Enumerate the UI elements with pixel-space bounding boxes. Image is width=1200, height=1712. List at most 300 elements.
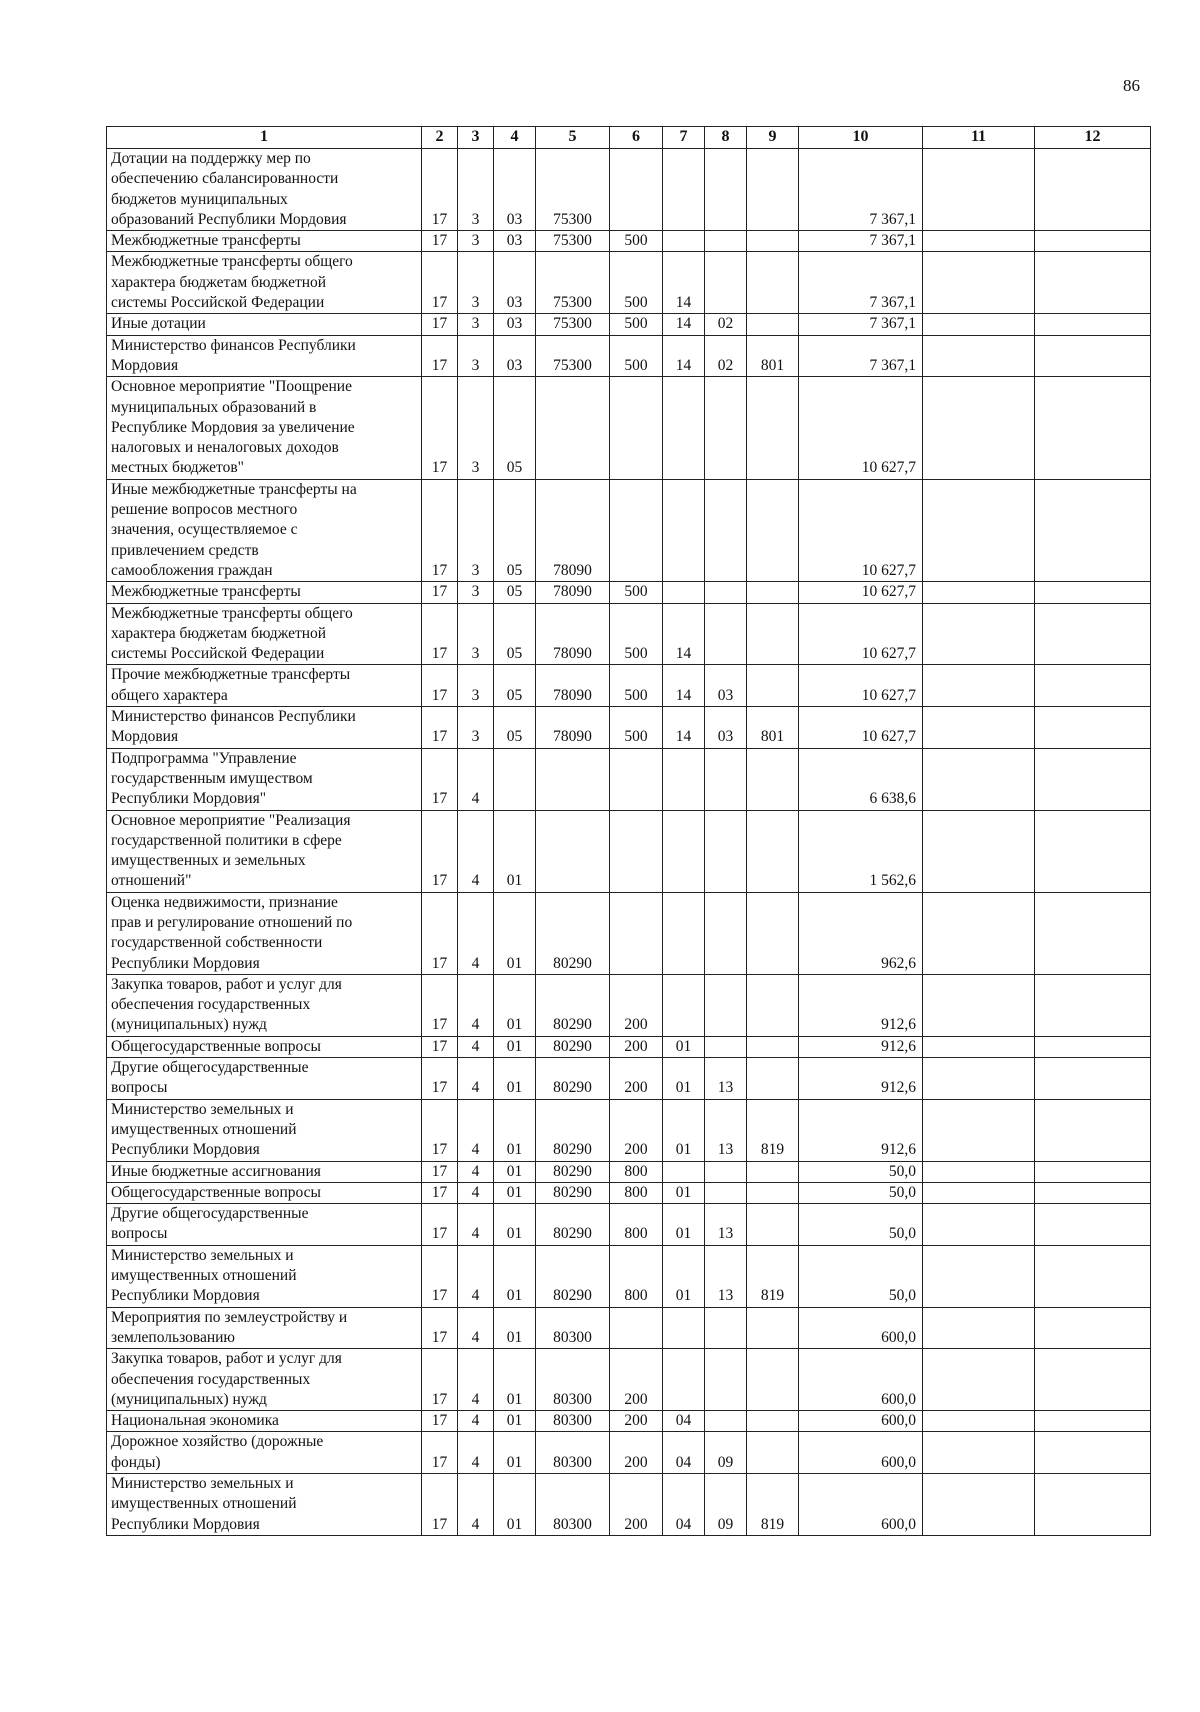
cell-col-6: 500 [610,252,663,314]
row-name-line: характера бюджетам бюджетной [111,624,327,642]
cell-col-7 [663,1161,705,1182]
cell-col-2: 17 [422,1182,458,1203]
cell-col-2: 17 [422,231,458,252]
cell-col-7: 01 [663,1058,705,1100]
row-name-line: государственной собственности [111,934,323,952]
cell-col-6: 500 [610,335,663,377]
cell-col-4: 03 [494,314,536,335]
row-name-line: Республики Мордовия" [111,790,267,808]
cell-col-3: 4 [458,1099,494,1161]
cell-col-4: 05 [494,377,536,479]
cell-col-3: 4 [458,1245,494,1307]
table-row [107,974,1151,1036]
row-name-line: Общегосударственные вопросы [111,1037,321,1055]
cell-col-6 [610,1307,663,1349]
cell-col-2: 17 [422,1099,458,1161]
cell-col-7: 14 [663,603,705,665]
row-name [107,149,422,231]
cell-col-10: 7 367,1 [799,252,923,314]
cell-col-9 [747,1307,799,1349]
table-row [107,665,1151,707]
cell-col-11 [923,231,1035,252]
column-header-8: 8 [705,127,747,149]
cell-col-10: 10 627,7 [799,479,923,581]
cell-col-7 [663,582,705,603]
row-name-line: Республики Мордовия [111,1515,260,1533]
cell-col-3: 3 [458,479,494,581]
cell-col-7 [663,810,705,892]
cell-col-8: 03 [705,665,747,707]
cell-col-12 [1035,1432,1151,1474]
cell-col-6 [610,149,663,231]
cell-col-11 [923,335,1035,377]
row-name-line: Республики Мордовия [111,1141,260,1159]
cell-col-9 [747,603,799,665]
row-name-line: землепользованию [111,1328,236,1346]
table-row [107,314,1151,335]
cell-col-8: 09 [705,1432,747,1474]
cell-col-8 [705,603,747,665]
cell-col-6: 500 [610,582,663,603]
row-name-line: Министерство земельных и [111,1475,294,1492]
row-name-line: вопросы [111,1079,168,1097]
cell-col-9 [747,1058,799,1100]
cell-col-7: 04 [663,1432,705,1474]
row-name-line: системы Российской Федерации [111,294,325,312]
row-name-line: обеспечения государственных [111,996,311,1014]
cell-col-12 [1035,974,1151,1036]
cell-col-7 [663,892,705,974]
cell-col-12 [1035,231,1151,252]
cell-col-3: 4 [458,1474,494,1536]
cell-col-9 [747,1182,799,1203]
cell-col-8 [705,377,747,479]
cell-col-7: 01 [663,1099,705,1161]
row-name [107,1432,422,1474]
cell-col-12 [1035,1036,1151,1057]
cell-col-6 [610,892,663,974]
cell-col-6: 200 [610,974,663,1036]
cell-col-5: 78090 [536,603,610,665]
cell-col-6: 800 [610,1204,663,1246]
cell-col-9 [747,1036,799,1057]
cell-col-2: 17 [422,748,458,810]
cell-col-6: 500 [610,314,663,335]
row-name-line: Закупка товаров, работ и услуг для [111,1350,342,1368]
cell-col-11 [923,1245,1035,1307]
cell-col-8 [705,582,747,603]
cell-col-4: 01 [494,1036,536,1057]
cell-col-5: 78090 [536,582,610,603]
cell-col-10: 600,0 [799,1349,923,1411]
cell-col-10: 10 627,7 [799,603,923,665]
cell-col-5 [536,748,610,810]
table-row [107,1411,1151,1432]
cell-col-8: 09 [705,1474,747,1536]
row-name-line: Министерство финансов Республики [111,708,356,726]
cell-col-10: 600,0 [799,1474,923,1536]
cell-col-8 [705,479,747,581]
cell-col-10: 912,6 [799,974,923,1036]
cell-col-2: 17 [422,1245,458,1307]
cell-col-7: 14 [663,314,705,335]
cell-col-10: 7 367,1 [799,335,923,377]
cell-col-4: 01 [494,1307,536,1349]
cell-col-7 [663,377,705,479]
row-name-line: бюджетов муниципальных [111,190,288,208]
cell-col-8 [705,974,747,1036]
cell-col-6: 200 [610,1099,663,1161]
cell-col-2: 17 [422,1307,458,1349]
cell-col-7 [663,149,705,231]
table-row [107,1036,1151,1057]
cell-col-7 [663,974,705,1036]
row-name-line: Межбюджетные трансферты [111,232,301,250]
cell-col-3: 3 [458,314,494,335]
cell-col-10: 600,0 [799,1307,923,1349]
row-name [107,1161,422,1182]
cell-col-11 [923,582,1035,603]
cell-col-10: 6 638,6 [799,748,923,810]
cell-col-10: 10 627,7 [799,707,923,749]
row-name-line: Прочие межбюджетные трансферты [111,666,351,684]
cell-col-7: 01 [663,1204,705,1246]
cell-col-6: 200 [610,1432,663,1474]
cell-col-6 [610,377,663,479]
cell-col-10: 600,0 [799,1411,923,1432]
cell-col-2: 17 [422,1432,458,1474]
cell-col-10: 7 367,1 [799,314,923,335]
column-header-9: 9 [747,127,799,149]
row-name-line: Межбюджетные трансферты общего [111,604,353,622]
cell-col-10: 7 367,1 [799,149,923,231]
table-row [107,1204,1151,1246]
row-name-line: Мордовия [111,356,179,374]
cell-col-6: 200 [610,1411,663,1432]
cell-col-10: 1 562,6 [799,810,923,892]
row-name [107,707,422,749]
cell-col-10: 50,0 [799,1204,923,1246]
cell-col-4 [494,748,536,810]
cell-col-4: 01 [494,1182,536,1203]
cell-col-11 [923,1161,1035,1182]
cell-col-5: 78090 [536,707,610,749]
cell-col-3: 4 [458,1058,494,1100]
row-name-line: Иные дотации [111,315,206,333]
row-name [107,1204,422,1246]
cell-col-4: 01 [494,1349,536,1411]
column-header-6: 6 [610,127,663,149]
cell-col-5: 75300 [536,314,610,335]
cell-col-8 [705,149,747,231]
row-name [107,314,422,335]
table-row [107,1474,1151,1536]
cell-col-3: 3 [458,335,494,377]
cell-col-9 [747,314,799,335]
row-name [107,1058,422,1100]
cell-col-12 [1035,748,1151,810]
cell-col-4: 01 [494,892,536,974]
cell-col-9 [747,149,799,231]
cell-col-7: 14 [663,335,705,377]
cell-col-5: 80290 [536,1036,610,1057]
row-name-line: Межбюджетные трансферты общего [111,253,353,271]
row-name-line: вопросы [111,1225,168,1243]
cell-col-4: 01 [494,1099,536,1161]
cell-col-12 [1035,1182,1151,1203]
cell-col-3: 4 [458,1036,494,1057]
cell-col-6: 500 [610,707,663,749]
cell-col-2: 17 [422,335,458,377]
row-name-line: общего характера [111,686,228,704]
column-header-12: 12 [1035,127,1151,149]
row-name-line: системы Российской Федерации [111,645,325,663]
cell-col-3: 4 [458,892,494,974]
cell-col-12 [1035,1204,1151,1246]
cell-col-8 [705,231,747,252]
cell-col-9 [747,377,799,479]
row-name [107,335,422,377]
row-name-line: государственной политики в сфере [111,831,342,849]
row-name [107,1036,422,1057]
cell-col-2: 17 [422,1058,458,1100]
cell-col-9 [747,1161,799,1182]
table-row [107,149,1151,231]
column-header-3: 3 [458,127,494,149]
row-name [107,1349,422,1411]
cell-col-9: 819 [747,1474,799,1536]
row-name-line: (муниципальных) нужд [111,1390,267,1408]
cell-col-6 [610,748,663,810]
cell-col-7: 14 [663,665,705,707]
cell-col-12 [1035,1474,1151,1536]
cell-col-8 [705,1161,747,1182]
cell-col-8: 02 [705,314,747,335]
cell-col-12 [1035,1411,1151,1432]
cell-col-4: 05 [494,707,536,749]
table-header [107,127,1151,149]
cell-col-7: 01 [663,1245,705,1307]
table-row [107,748,1151,810]
row-name-line: имущественных отношений [111,1267,297,1285]
cell-col-9 [747,748,799,810]
cell-col-10: 962,6 [799,892,923,974]
row-name-line: Закупка товаров, работ и услуг для [111,975,342,993]
cell-col-5: 80290 [536,1058,610,1100]
cell-col-2: 17 [422,1161,458,1182]
cell-col-5: 80290 [536,1204,610,1246]
cell-col-6: 500 [610,603,663,665]
cell-col-2: 17 [422,1411,458,1432]
cell-col-10: 10 627,7 [799,377,923,479]
row-name-line: Республике Мордовия за увеличение [111,418,355,436]
row-name [107,810,422,892]
cell-col-8 [705,1182,747,1203]
row-name [107,974,422,1036]
column-header-7: 7 [663,127,705,149]
cell-col-9: 801 [747,335,799,377]
cell-col-6: 800 [610,1182,663,1203]
cell-col-2: 17 [422,974,458,1036]
cell-col-9 [747,582,799,603]
cell-col-2: 17 [422,582,458,603]
table-row [107,582,1151,603]
cell-col-10: 912,6 [799,1099,923,1161]
cell-col-2: 17 [422,479,458,581]
cell-col-5: 80290 [536,892,610,974]
row-name-line: привлечением средств [111,541,259,559]
cell-col-5: 80300 [536,1474,610,1536]
cell-col-7: 14 [663,252,705,314]
row-name-line: Дотации на поддержку мер по [111,150,311,167]
cell-col-10: 912,6 [799,1058,923,1100]
cell-col-5: 75300 [536,252,610,314]
cell-col-11 [923,479,1035,581]
cell-col-5: 78090 [536,479,610,581]
cell-col-12 [1035,1245,1151,1307]
cell-col-11 [923,1307,1035,1349]
cell-col-12 [1035,582,1151,603]
table-row [107,1307,1151,1349]
cell-col-12 [1035,810,1151,892]
row-name [107,479,422,581]
row-name-line: Министерство земельных и [111,1100,294,1118]
header-row [107,127,1151,149]
column-header-4: 4 [494,127,536,149]
cell-col-8 [705,892,747,974]
row-name-line: Мордовия [111,728,179,746]
cell-col-5: 80300 [536,1411,610,1432]
cell-col-11 [923,1474,1035,1536]
row-name [107,1099,422,1161]
cell-col-8 [705,748,747,810]
cell-col-4: 05 [494,582,536,603]
row-name-line: Республики Мордовия [111,954,260,972]
cell-col-4: 01 [494,1245,536,1307]
cell-col-12 [1035,665,1151,707]
cell-col-8: 02 [705,335,747,377]
table-row [107,892,1151,974]
cell-col-2: 17 [422,252,458,314]
row-name [107,748,422,810]
cell-col-4: 01 [494,1161,536,1182]
cell-col-11 [923,974,1035,1036]
cell-col-4: 01 [494,810,536,892]
table-row [107,377,1151,479]
cell-col-8 [705,810,747,892]
row-name-line: обеспечению сбалансированности [111,170,339,188]
cell-col-6: 200 [610,1058,663,1100]
cell-col-3: 3 [458,252,494,314]
row-name-line: прав и регулирование отношений по [111,913,353,931]
cell-col-3: 3 [458,377,494,479]
cell-col-9: 801 [747,707,799,749]
cell-col-6 [610,810,663,892]
row-name [107,231,422,252]
cell-col-8 [705,1036,747,1057]
cell-col-11 [923,1432,1035,1474]
cell-col-3: 4 [458,1349,494,1411]
cell-col-12 [1035,1099,1151,1161]
row-name-line: Межбюджетные трансферты [111,583,301,601]
cell-col-3: 3 [458,149,494,231]
cell-col-9 [747,231,799,252]
cell-col-4: 03 [494,252,536,314]
cell-col-5: 80290 [536,974,610,1036]
cell-col-3: 4 [458,974,494,1036]
column-header-5: 5 [536,127,610,149]
cell-col-7 [663,1349,705,1411]
cell-col-8 [705,1349,747,1411]
cell-col-3: 4 [458,810,494,892]
cell-col-11 [923,1182,1035,1203]
cell-col-3: 4 [458,1411,494,1432]
cell-col-11 [923,810,1035,892]
cell-col-11 [923,1099,1035,1161]
cell-col-4: 01 [494,1204,536,1246]
cell-col-9 [747,252,799,314]
cell-col-4: 01 [494,1058,536,1100]
row-name-line: Другие общегосударственные [111,1059,309,1077]
row-name-line: образований Республики Мордовия [111,210,347,228]
cell-col-12 [1035,1349,1151,1411]
cell-col-4: 01 [494,1474,536,1536]
column-header-1: 1 [107,127,422,149]
table-row [107,1161,1151,1182]
column-header-10: 10 [799,127,923,149]
cell-col-2: 17 [422,1204,458,1246]
row-name [107,665,422,707]
row-name [107,603,422,665]
cell-col-5: 80290 [536,1182,610,1203]
row-name-line: решение вопросов местного [111,501,298,519]
table-row [107,335,1151,377]
cell-col-7 [663,479,705,581]
cell-col-11 [923,149,1035,231]
cell-col-12 [1035,479,1151,581]
cell-col-3: 3 [458,665,494,707]
cell-col-2: 17 [422,892,458,974]
table-row [107,1099,1151,1161]
cell-col-6: 200 [610,1474,663,1536]
cell-col-2: 17 [422,603,458,665]
cell-col-7 [663,231,705,252]
table-row [107,810,1151,892]
cell-col-10: 10 627,7 [799,582,923,603]
row-name-line: Основное мероприятие "Поощрение [111,378,352,396]
cell-col-11 [923,892,1035,974]
cell-col-2: 17 [422,314,458,335]
cell-col-3: 3 [458,707,494,749]
cell-col-2: 17 [422,377,458,479]
row-name-line: имущественных отношений [111,1120,297,1138]
cell-col-12 [1035,892,1151,974]
cell-col-11 [923,603,1035,665]
cell-col-5: 75300 [536,149,610,231]
row-name-line: муниципальных образований в [111,398,317,416]
cell-col-3: 4 [458,1182,494,1203]
row-name-line: Мероприятия по землеустройству и [111,1308,348,1326]
cell-col-2: 17 [422,1036,458,1057]
cell-col-9: 819 [747,1245,799,1307]
cell-col-12 [1035,603,1151,665]
table-row [107,252,1151,314]
cell-col-8: 13 [705,1204,747,1246]
cell-col-5: 80300 [536,1349,610,1411]
cell-col-10: 50,0 [799,1161,923,1182]
budget-table [106,126,1151,1536]
column-header-2: 2 [422,127,458,149]
